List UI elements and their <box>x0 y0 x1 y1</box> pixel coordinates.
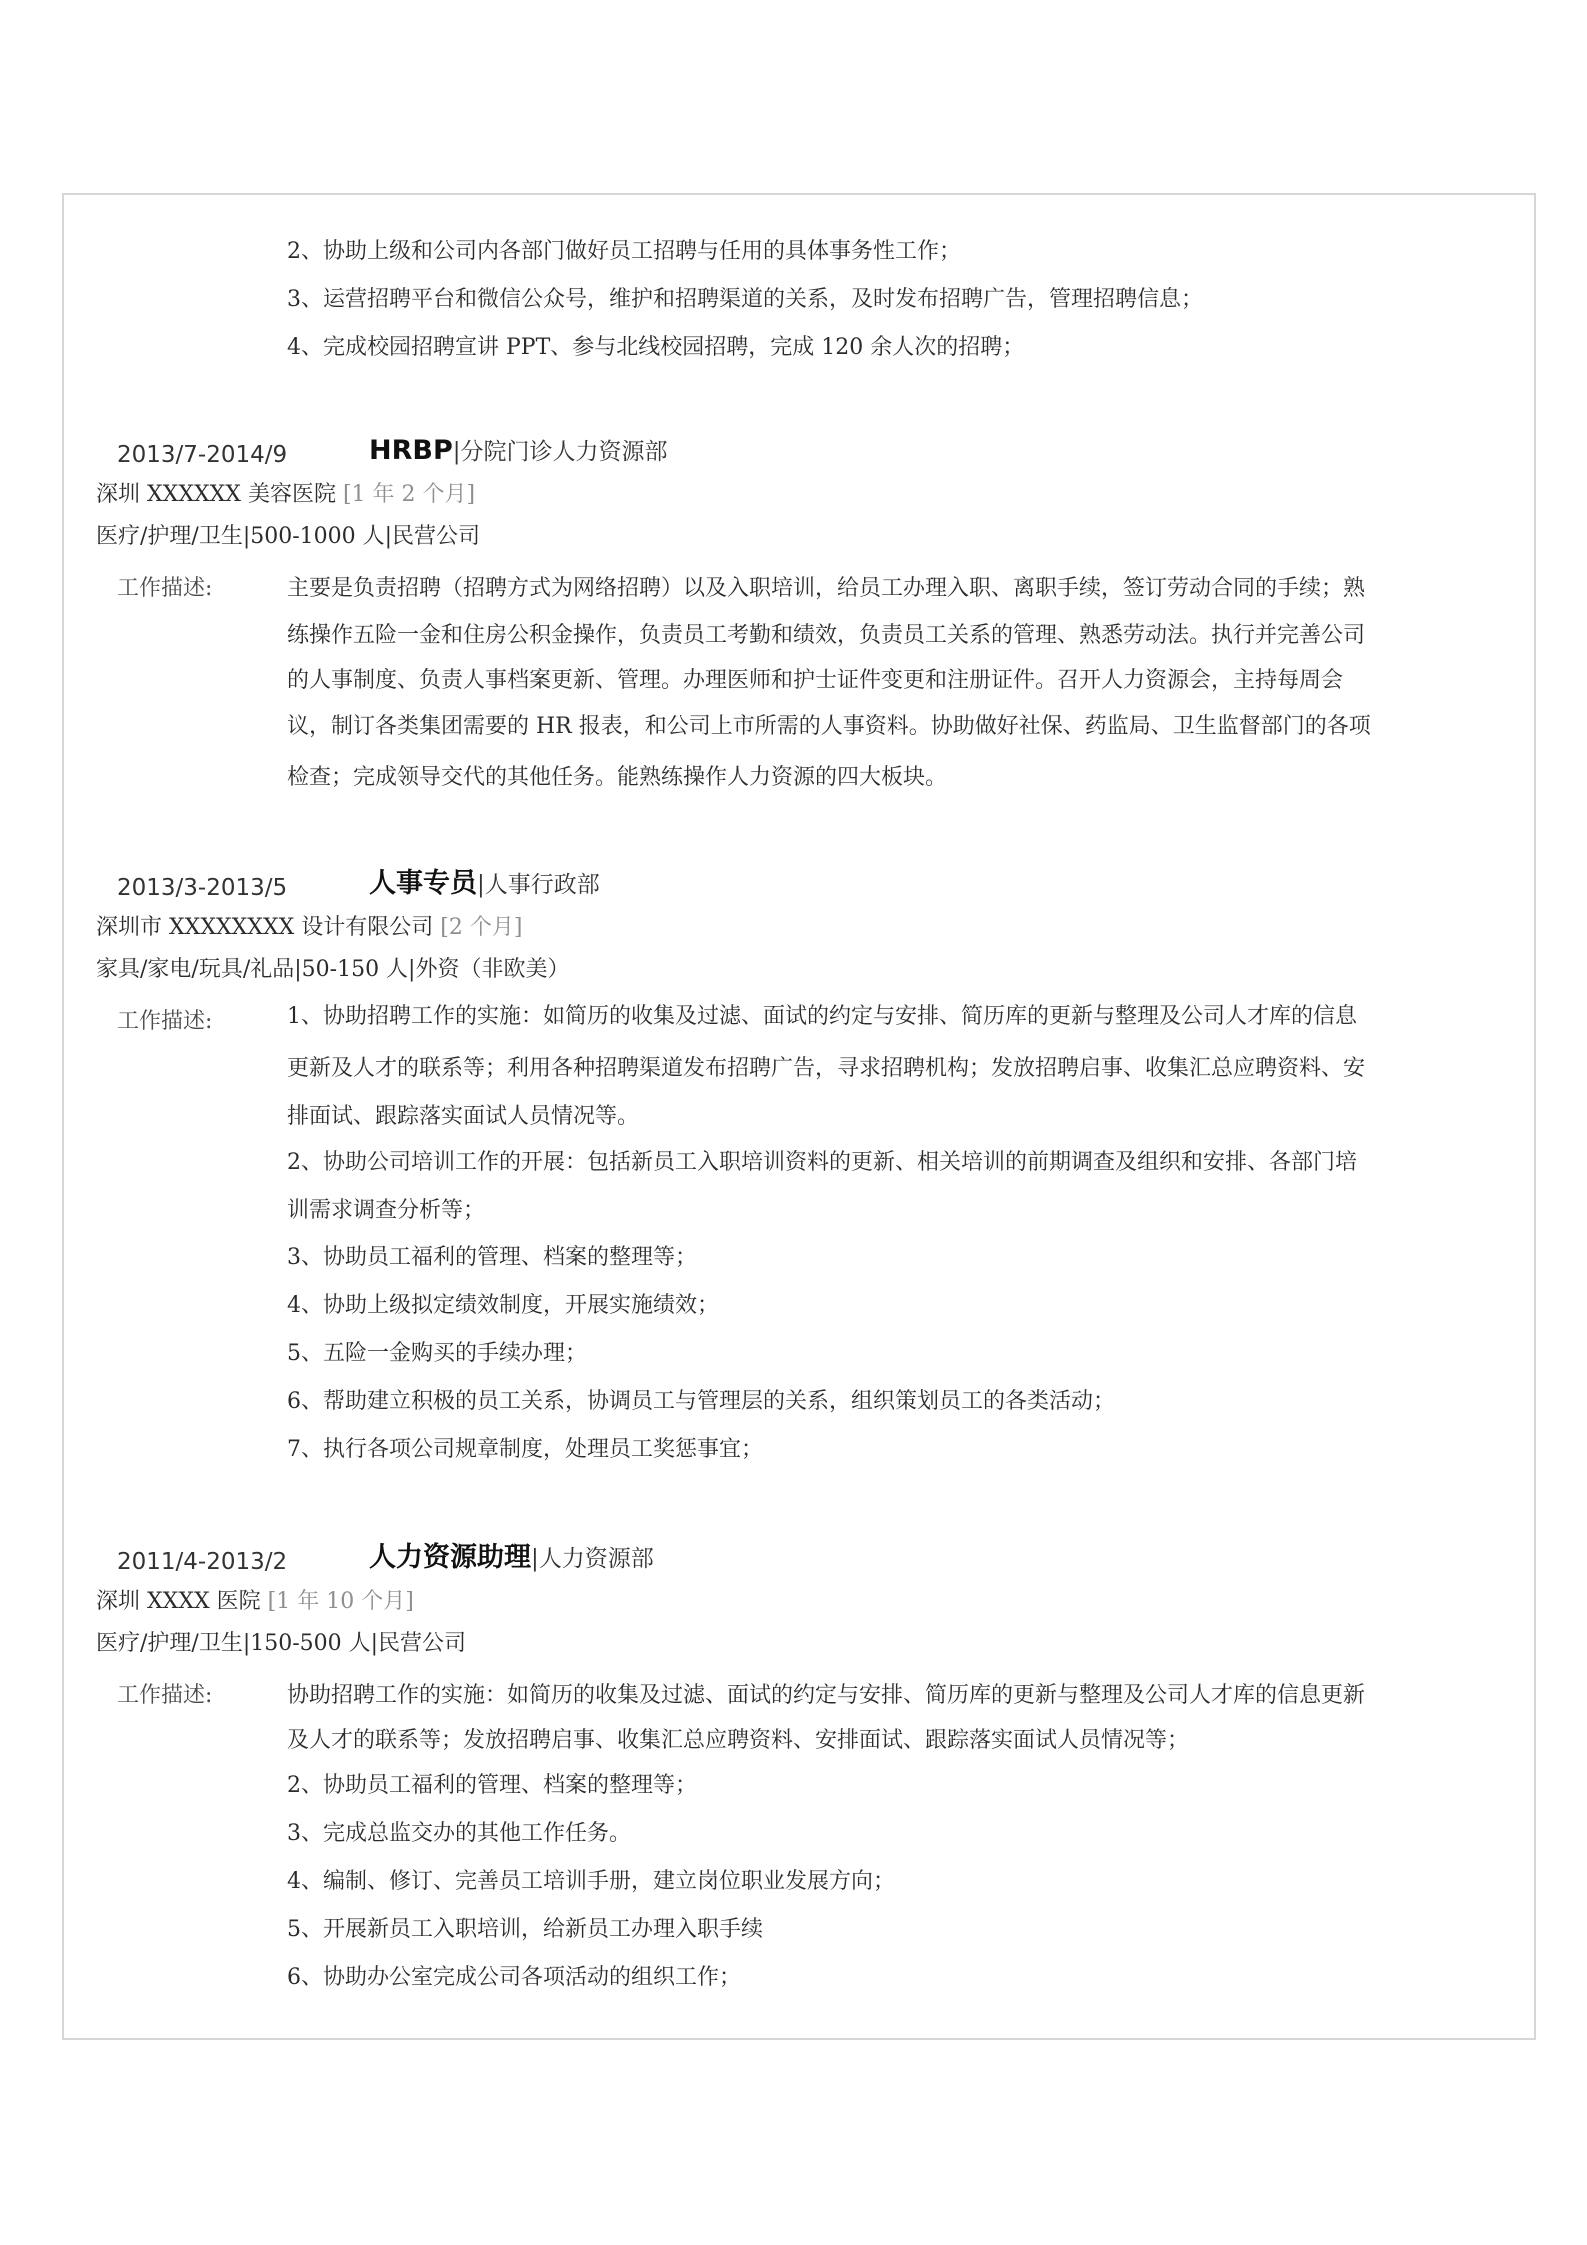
job-title <box>369 868 600 901</box>
list-item: 4、完成校园招聘宣讲 PPT、参与北线校园招聘，完成 120 余人次的招聘； <box>287 335 1025 360</box>
resume-work-experience-panel <box>62 193 1536 2040</box>
description-line: 3、协助员工福利的管理、档案的整理等； <box>287 1245 697 1270</box>
job-duration: [2 个月] <box>440 915 523 940</box>
description-line: 排面试、跟踪落实面试人员情况等。 <box>287 1104 640 1129</box>
job-date-range: 2011/4-2013/2 <box>117 1549 288 1575</box>
job-role: 人力资源助理 <box>369 1542 531 1573</box>
job-date-range: 2013/3-2013/5 <box>117 875 288 901</box>
company-line <box>96 1587 414 1617</box>
description-line: 2、协助员工福利的管理、档案的整理等； <box>287 1773 697 1798</box>
description-label: 工作描述: <box>117 1683 213 1708</box>
job-date-range: 2013/7-2014/9 <box>117 442 288 468</box>
company-name: 深圳 XXXX 医院 <box>96 1589 261 1614</box>
company-industry: 家具/家电/玩具/礼品|50-150 人|外资（非欧美） <box>96 957 570 982</box>
description-line: 3、完成总监交办的其他工作任务。 <box>287 1821 631 1846</box>
description-line: 1、协助招聘工作的实施：如简历的收集及过滤、面试的约定与安排、简历库的更新与整理及公司人才库的信息 <box>287 1004 1358 1029</box>
description-line: 更新及人才的联系等；利用各种招聘渠道发布招聘广告，寻求招聘机构；发放招聘启事、收集汇总应聘资料、安 <box>287 1056 1366 1081</box>
description-label: 工作描述: <box>117 576 213 601</box>
list-item: 3、运营招聘平台和微信公众号，维护和招聘渠道的关系，及时发布招聘广告，管理招聘信息； <box>287 287 1204 312</box>
company-industry: 医疗/护理/卫生|500-1000 人|民营公司 <box>96 524 481 549</box>
description-label: 工作描述: <box>117 1009 213 1034</box>
description-line: 议，制订各类集团需要的 HR 报表，和公司上市所需的人事资料。协助做好社保、药监局、卫生监督部门的各项 <box>287 714 1371 739</box>
job-title <box>369 1542 654 1575</box>
description-line: 练操作五险一金和住房公积金操作，负责员工考勤和绩效，负责员工关系的管理、熟悉劳动法。执行并完善公司 <box>287 623 1366 648</box>
description-line: 2、协助公司培训工作的开展：包括新员工入职培训资料的更新、相关培训的前期调查及组织和安排、各部门培 <box>287 1150 1358 1175</box>
job-role: HRBP <box>369 435 453 466</box>
description-line: 5、五险一金购买的手续办理； <box>287 1341 587 1366</box>
description-line: 的人事制度、负责人事档案更新、管理。办理医师和护士证件变更和注册证件。召开人力资源会，主持每周会 <box>287 668 1344 693</box>
job-role: 人事专员 <box>369 868 477 899</box>
job-department: |人事行政部 <box>477 872 600 898</box>
job-duration: [1 年 10 个月] <box>267 1589 414 1614</box>
description-line: 及人才的联系等；发放招聘启事、收集汇总应聘资料、安排面试、跟踪落实面试人员情况等； <box>287 1728 1190 1753</box>
description-line: 检查；完成领导交代的其他任务。能熟练操作人力资源的四大板块。 <box>287 765 948 790</box>
job-department: |分院门诊人力资源部 <box>452 439 668 465</box>
description-line: 6、帮助建立积极的员工关系，协调员工与管理层的关系，组织策划员工的各类活动； <box>287 1389 1115 1414</box>
company-line <box>96 480 475 510</box>
description-line: 协助招聘工作的实施：如简历的收集及过滤、面试的约定与安排、简历库的更新与整理及公司人才库的信息更新 <box>287 1683 1366 1708</box>
job-department: |人力资源部 <box>531 1546 654 1572</box>
company-industry: 医疗/护理/卫生|150-500 人|民营公司 <box>96 1631 467 1656</box>
description-line: 7、执行各项公司规章制度，处理员工奖惩事宜； <box>287 1437 763 1462</box>
company-line <box>96 913 522 943</box>
list-item: 2、协助上级和公司内各部门做好员工招聘与任用的具体事务性工作； <box>287 239 961 264</box>
company-name: 深圳 XXXXXX 美容医院 <box>96 482 336 507</box>
description-line: 4、编制、修订、完善员工培训手册，建立岗位职业发展方向； <box>287 1869 895 1894</box>
description-line: 5、开展新员工入职培训，给新员工办理入职手续 <box>287 1917 763 1942</box>
description-line: 训需求调查分析等； <box>287 1198 486 1223</box>
description-line: 4、协助上级拟定绩效制度，开展实施绩效； <box>287 1293 719 1318</box>
description-line: 主要是负责招聘（招聘方式为网络招聘）以及入职培训，给员工办理入职、离职手续，签订劳动合同的手续；熟 <box>287 576 1366 601</box>
job-title <box>369 435 668 468</box>
description-line: 6、协助办公室完成公司各项活动的组织工作； <box>287 1965 741 1990</box>
job-duration: [1 年 2 个月] <box>342 482 476 507</box>
company-name: 深圳市 XXXXXXXX 设计有限公司 <box>96 915 434 940</box>
